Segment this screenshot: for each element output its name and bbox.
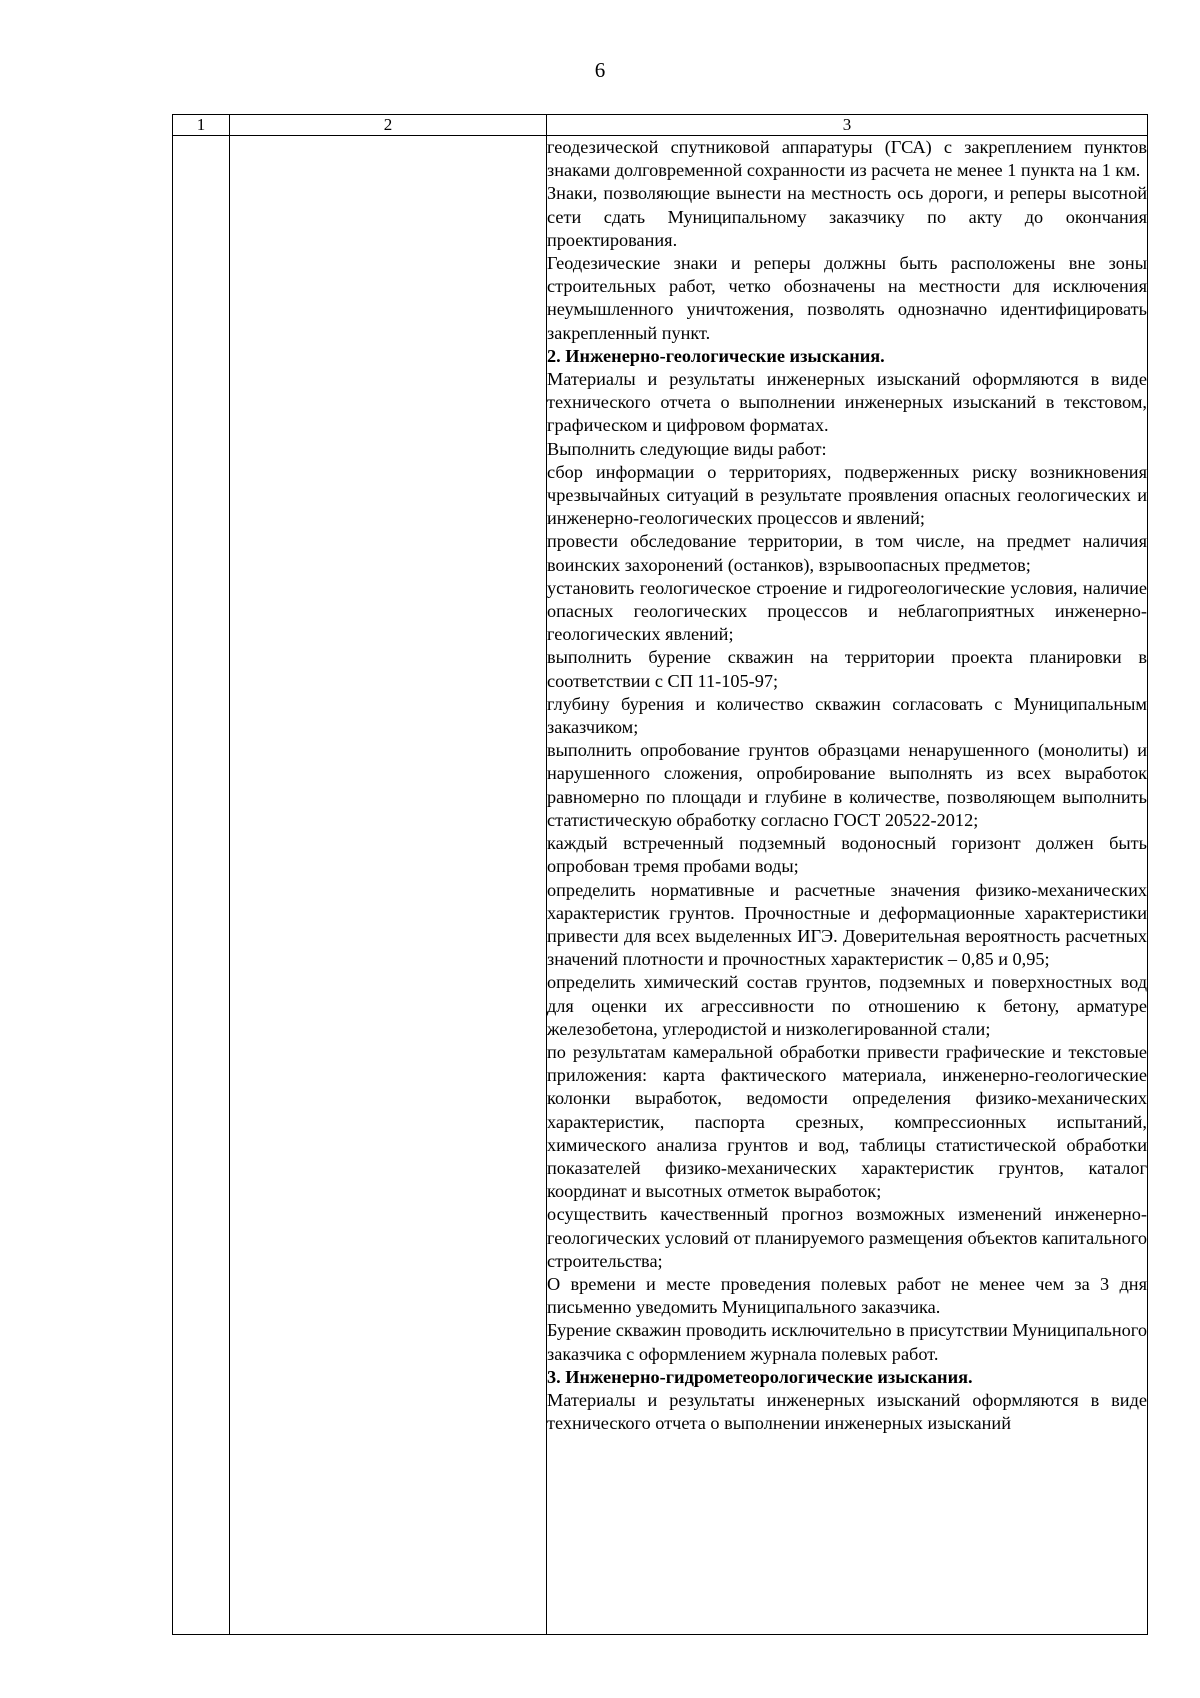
content-paragraph: Выполнить следующие виды работ:	[547, 438, 827, 459]
content-paragraph: глубину бурения и количество скважин согласовать с Муниципальным заказчиком;	[547, 693, 1147, 738]
content-paragraph: установить геологическое строение и гидрогеологические условия, наличие опасных геологических процессов и неблагоприятных инженерно-геологических явлений;	[547, 577, 1147, 645]
content-paragraph: Материалы и результаты инженерных изысканий оформляются в виде технического отчета о выполнении инженерных изысканий в текстовом, графическом и цифровом форматах.	[547, 369, 1147, 436]
header-cell-3: 3	[547, 115, 1148, 136]
content-paragraph: О времени и месте проведения полевых работ не менее чем за 3 дня письменно уведомить Муниципального заказчика.	[547, 1273, 1147, 1318]
header-cell-1: 1	[173, 115, 230, 136]
page-number: 6	[594, 58, 606, 82]
row-number-cell	[173, 136, 230, 1635]
content-paragraph: определить нормативные и расчетные значения физико-механических характеристик грунтов. Прочностные и деформационные характеристики привести для всех выделенных ИГЭ. Доверительная вероятность расчетных значений плотности и прочностных характеристик – 0,85 и 0,95;	[547, 879, 1147, 970]
section-heading: 3. Инженерно-гидрометеорологические изыскания.	[547, 1366, 973, 1387]
content-paragraph: сбор информации о территориях, подверженных риску возникновения чрезвычайных ситуаций в результате проявления опасных геологических и инженерно-геологических процессов и явлений;	[547, 461, 1147, 529]
row-content-cell	[547, 136, 1148, 1635]
content-paragraph: каждый встреченный подземный водоносный горизонт должен быть опробован тремя пробами воды;	[547, 833, 1147, 877]
content-paragraph: выполнить опробование грунтов образцами ненарушенного (монолиты) и нарушенного сложения, опробирование выполнять из всех выработок равномерно по площади и глубине в количестве, позволяющем выполнить статистическую обработку согласно ГОСТ 20522-2012;	[547, 740, 1147, 830]
content-paragraph: Знаки, позволяющие вынести на местность ось дороги, и реперы высотной сети сдать Муниципальному заказчику по акту до окончания проектирования.	[547, 183, 1147, 250]
content-paragraph: по результатам камеральной обработки привести графические и текстовые приложения: карта фактического материала, инженерно-геологические колонки выработок, ведомости определения физико-механических характеристик, паспорта срезных, компрессионных испытаний, химического анализа грунтов и вод, таблицы статистической обработки показателей физико-механических характеристик грунтов, каталог координат и высотных отметок выработок;	[547, 1041, 1147, 1202]
requirements-table	[172, 114, 1148, 1635]
content-paragraph: Материалы и результаты инженерных изысканий оформляются в виде технического отчета о выполнении инженерных изысканий	[547, 1389, 1147, 1434]
content-paragraph: провести обследование территории, в том числе, на предмет наличия воинских захоронений (останков), взрывоопасных предметов;	[547, 531, 1147, 575]
section-heading: 2. Инженерно-геологические изыскания.	[547, 345, 885, 366]
content-paragraph: геодезической спутниковой аппаратуры (ГСА) с закреплением пунктов знаками долговременной сохранности из расчета не менее 1 пункта на 1 км.	[547, 137, 1147, 181]
content-paragraph: Геодезические знаки и реперы должны быть расположены вне зоны строительных работ, четко обозначены на местности для исключения неумышленного уничтожения, позволять однозначно идентифицировать закрепленный пункт.	[547, 253, 1147, 343]
header-cell-2: 2	[230, 115, 547, 136]
content-paragraph: определить химический состав грунтов, подземных и поверхностных вод для оценки их агрессивности по отношению к бетону, арматуре железобетона, углеродистой и низколегированной стали;	[547, 972, 1147, 1039]
table-row	[173, 136, 1148, 1635]
row-title-cell	[230, 136, 547, 1635]
table-header-row	[173, 115, 1148, 136]
content-paragraph: осуществить качественный прогноз возможных изменений инженерно-геологических условий от планируемого размещения объектов капитального строительства;	[547, 1204, 1147, 1271]
content-paragraph: Бурение скважин проводить исключительно в присутствии Муниципального заказчика с оформлением журнала полевых работ.	[547, 1320, 1147, 1364]
content-paragraph: выполнить бурение скважин на территории проекта планировки в соответствии с СП 11-105-97;	[547, 647, 1147, 691]
